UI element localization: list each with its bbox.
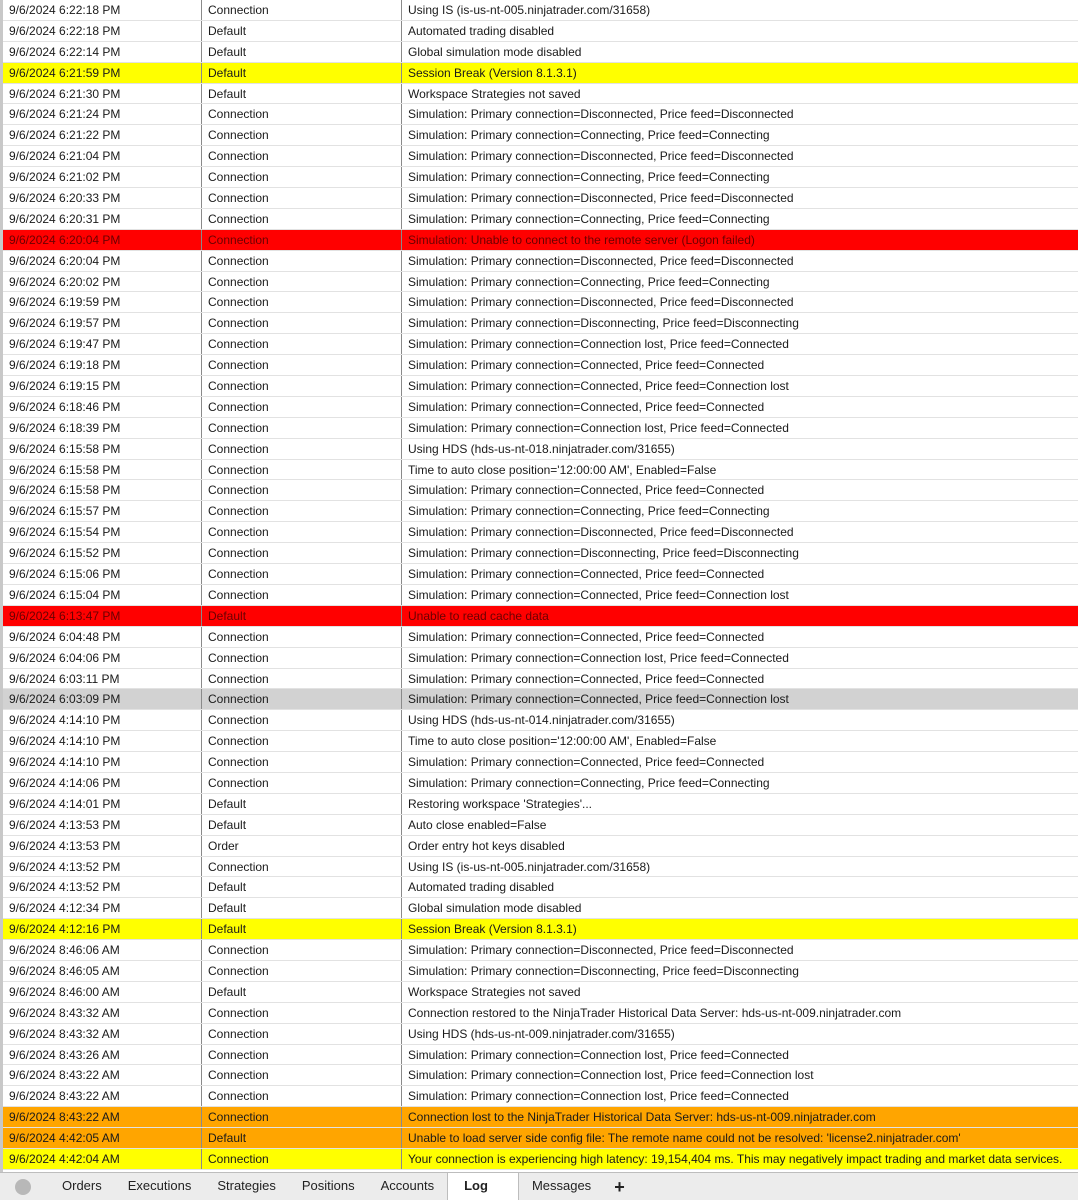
log-time-cell: 9/6/2024 6:19:18 PM xyxy=(3,355,202,375)
log-message-cell: Workspace Strategies not saved xyxy=(408,86,581,101)
log-category-cell: Connection xyxy=(202,313,402,333)
log-time-cell: 9/6/2024 4:14:10 PM xyxy=(3,710,202,730)
log-message-cell: Global simulation mode disabled xyxy=(408,901,582,916)
log-message-cell: Using IS (is-us-nt-005.ninjatrader.com/31658) xyxy=(408,3,651,17)
log-row[interactable] xyxy=(3,63,1078,84)
log-message-cell: Simulation: Unable to connect to the remote server (Logon failed) xyxy=(408,232,755,247)
log-category-cell: Connection xyxy=(202,731,402,751)
log-message-cell: Simulation: Primary connection=Disconnected, Price feed=Disconnected xyxy=(408,191,794,206)
log-message-cell: Using HDS (hds-us-nt-014.ninjatrader.com/31655) xyxy=(408,713,675,728)
log-category-cell: Connection xyxy=(202,773,402,793)
log-row[interactable] xyxy=(3,418,1078,439)
log-category-cell: Connection xyxy=(202,188,402,208)
log-category-cell: Default xyxy=(202,919,402,939)
tab-executions[interactable]: Executions xyxy=(127,1178,192,1193)
log-category-cell: Connection xyxy=(202,167,402,187)
log-time-cell: 9/6/2024 6:15:54 PM xyxy=(3,522,202,542)
log-time-cell: 9/6/2024 6:15:58 PM xyxy=(3,439,202,459)
log-time-cell: 9/6/2024 6:19:15 PM xyxy=(3,376,202,396)
log-time-cell: 9/6/2024 6:15:58 PM xyxy=(3,480,202,500)
log-message-cell: Order entry hot keys disabled xyxy=(408,838,565,853)
log-time-cell: 9/6/2024 6:15:06 PM xyxy=(3,564,202,584)
log-message-cell: Global simulation mode disabled xyxy=(408,44,582,59)
log-category-cell: Connection xyxy=(202,418,402,438)
log-message-cell: Automated trading disabled xyxy=(408,23,555,38)
log-time-cell: 9/6/2024 6:03:09 PM xyxy=(3,689,202,709)
log-message-cell: Session Break (Version 8.1.3.1) xyxy=(408,65,577,80)
log-category-cell: Connection xyxy=(202,209,402,229)
log-message-cell: Simulation: Primary connection=Connecting, Price feed=Connecting xyxy=(408,274,770,289)
log-row[interactable] xyxy=(3,1107,1078,1128)
log-row[interactable] xyxy=(3,272,1078,293)
log-row[interactable] xyxy=(3,42,1078,63)
log-row[interactable] xyxy=(3,460,1078,481)
tab-bar xyxy=(0,1172,1078,1200)
log-category-cell: Connection xyxy=(202,460,402,480)
log-time-cell: 9/6/2024 6:15:57 PM xyxy=(3,501,202,521)
log-message-cell: Simulation: Primary connection=Connection lost, Price feed=Connected xyxy=(408,1089,789,1104)
log-row[interactable] xyxy=(3,1149,1078,1170)
log-time-cell: 9/6/2024 8:43:22 AM xyxy=(3,1065,202,1085)
log-row[interactable] xyxy=(3,669,1078,690)
log-message-cell: Session Break (Version 8.1.3.1) xyxy=(408,922,577,937)
log-category-cell: Connection xyxy=(202,857,402,877)
log-time-cell: 9/6/2024 8:43:22 AM xyxy=(3,1086,202,1106)
tab-log[interactable]: Log xyxy=(447,1173,519,1200)
log-category-cell: Connection xyxy=(202,1045,402,1065)
tab-orders[interactable]: Orders xyxy=(62,1178,102,1193)
log-category-cell: Connection xyxy=(202,961,402,981)
log-message-cell: Using HDS (hds-us-nt-009.ninjatrader.com/31655) xyxy=(408,1026,675,1041)
log-time-cell: 9/6/2024 6:22:18 PM xyxy=(3,21,202,41)
log-message-cell: Simulation: Primary connection=Connection lost, Price feed=Connection lost xyxy=(408,1068,814,1083)
log-time-cell: 9/6/2024 4:14:10 PM xyxy=(3,731,202,751)
log-time-cell: 9/6/2024 6:19:57 PM xyxy=(3,313,202,333)
log-time-cell: 9/6/2024 8:43:26 AM xyxy=(3,1045,202,1065)
log-category-cell: Connection xyxy=(202,334,402,354)
log-message-cell: Simulation: Primary connection=Connection lost, Price feed=Connected xyxy=(408,420,789,435)
log-row[interactable] xyxy=(3,961,1078,982)
log-category-cell: Connection xyxy=(202,648,402,668)
add-tab-button[interactable]: + xyxy=(614,1176,625,1197)
log-row[interactable] xyxy=(3,585,1078,606)
log-message-cell: Using HDS (hds-us-nt-018.ninjatrader.com/31655) xyxy=(408,441,675,456)
log-time-cell: 9/6/2024 6:15:52 PM xyxy=(3,543,202,563)
log-row[interactable] xyxy=(3,731,1078,752)
log-time-cell: 9/6/2024 6:21:04 PM xyxy=(3,146,202,166)
log-row[interactable] xyxy=(3,627,1078,648)
log-time-cell: 9/6/2024 4:12:16 PM xyxy=(3,919,202,939)
log-category-cell: Default xyxy=(202,21,402,41)
log-category-cell: Connection xyxy=(202,439,402,459)
log-time-cell: 9/6/2024 8:43:32 AM xyxy=(3,1003,202,1023)
log-time-cell: 9/6/2024 6:21:02 PM xyxy=(3,167,202,187)
log-time-cell: 9/6/2024 4:12:34 PM xyxy=(3,898,202,918)
log-time-cell: 9/6/2024 6:21:22 PM xyxy=(3,125,202,145)
log-category-cell: Connection xyxy=(202,501,402,521)
log-category-cell: Connection xyxy=(202,397,402,417)
log-message-cell: Simulation: Primary connection=Connecting, Price feed=Connecting xyxy=(408,128,770,143)
log-category-cell: Connection xyxy=(202,1065,402,1085)
log-category-cell: Connection xyxy=(202,146,402,166)
log-time-cell: 9/6/2024 4:14:10 PM xyxy=(3,752,202,772)
log-message-cell: Restoring workspace 'Strategies'... xyxy=(408,796,592,811)
log-category-cell: Default xyxy=(202,63,402,83)
log-message-cell: Simulation: Primary connection=Connecting, Price feed=Connecting xyxy=(408,170,770,185)
log-message-cell: Simulation: Primary connection=Connected, Price feed=Connected xyxy=(408,671,765,686)
log-row[interactable] xyxy=(3,125,1078,146)
log-row[interactable] xyxy=(3,501,1078,522)
log-time-cell: 9/6/2024 8:46:06 AM xyxy=(3,940,202,960)
log-row[interactable] xyxy=(3,334,1078,355)
log-category-cell: Default xyxy=(202,982,402,1002)
log-time-cell: 9/6/2024 6:21:59 PM xyxy=(3,63,202,83)
log-row[interactable] xyxy=(3,877,1078,898)
log-row[interactable] xyxy=(3,1024,1078,1045)
log-category-cell: Order xyxy=(202,836,402,856)
log-category-cell: Default xyxy=(202,898,402,918)
log-message-cell: Simulation: Primary connection=Connected, Price feed=Connected xyxy=(408,755,765,770)
log-category-cell: Connection xyxy=(202,355,402,375)
log-category-cell: Connection xyxy=(202,522,402,542)
log-row[interactable] xyxy=(3,21,1078,42)
log-message-cell: Time to auto close position='12:00:00 AM', Enabled=False xyxy=(408,734,717,749)
log-message-cell: Simulation: Primary connection=Connected, Price feed=Connected xyxy=(408,567,765,582)
log-row[interactable] xyxy=(3,0,1078,21)
log-row[interactable] xyxy=(3,230,1078,251)
log-row[interactable] xyxy=(3,1003,1078,1024)
log-category-cell: Connection xyxy=(202,251,402,271)
log-category-cell: Connection xyxy=(202,543,402,563)
log-message-cell: Simulation: Primary connection=Connected, Price feed=Connection lost xyxy=(408,379,789,394)
log-message-cell: Unable to load server side config file: The remote name could not be resolved: 'license2.ninjatrader.com' xyxy=(408,1131,961,1146)
log-time-cell: 9/6/2024 6:20:02 PM xyxy=(3,272,202,292)
tab-strategies[interactable]: Strategies xyxy=(217,1178,276,1193)
log-row[interactable] xyxy=(3,292,1078,313)
tab-accounts[interactable]: Accounts xyxy=(380,1178,435,1193)
log-row[interactable] xyxy=(3,480,1078,501)
log-category-cell: Connection xyxy=(202,710,402,730)
log-message-cell: Simulation: Primary connection=Connecting, Price feed=Connecting xyxy=(408,504,770,519)
log-time-cell: 9/6/2024 4:13:53 PM xyxy=(3,836,202,856)
log-category-cell: Connection xyxy=(202,1149,402,1169)
log-row[interactable] xyxy=(3,376,1078,397)
log-time-cell: 9/6/2024 6:19:59 PM xyxy=(3,292,202,312)
log-message-cell: Simulation: Primary connection=Connection lost, Price feed=Connected xyxy=(408,1047,789,1062)
log-row[interactable] xyxy=(3,857,1078,878)
log-message-cell: Auto close enabled=False xyxy=(408,817,547,832)
log-time-cell: 9/6/2024 6:04:48 PM xyxy=(3,627,202,647)
log-time-cell: 9/6/2024 4:14:06 PM xyxy=(3,773,202,793)
log-row[interactable] xyxy=(3,794,1078,815)
circle-icon[interactable] xyxy=(15,1179,31,1195)
log-time-cell: 9/6/2024 6:18:39 PM xyxy=(3,418,202,438)
log-row[interactable] xyxy=(3,606,1078,627)
log-row[interactable] xyxy=(3,940,1078,961)
log-time-cell: 9/6/2024 6:22:14 PM xyxy=(3,42,202,62)
log-time-cell: 9/6/2024 4:13:53 PM xyxy=(3,815,202,835)
log-time-cell: 9/6/2024 8:43:32 AM xyxy=(3,1024,202,1044)
log-row[interactable] xyxy=(3,982,1078,1003)
log-category-cell: Default xyxy=(202,877,402,897)
log-row[interactable] xyxy=(3,313,1078,334)
log-row[interactable] xyxy=(3,564,1078,585)
log-message-cell: Simulation: Primary connection=Connected, Price feed=Connection lost xyxy=(408,587,789,602)
log-row[interactable] xyxy=(3,1065,1078,1086)
log-category-cell: Connection xyxy=(202,292,402,312)
log-time-cell: 9/6/2024 6:20:04 PM xyxy=(3,251,202,271)
log-row[interactable] xyxy=(3,251,1078,272)
log-row[interactable] xyxy=(3,167,1078,188)
log-category-cell: Connection xyxy=(202,230,402,250)
log-message-cell: Simulation: Primary connection=Disconnected, Price feed=Disconnected xyxy=(408,943,794,958)
log-row[interactable] xyxy=(3,1045,1078,1066)
log-category-cell: Connection xyxy=(202,585,402,605)
log-message-cell: Automated trading disabled xyxy=(408,880,555,895)
log-message-cell: Simulation: Primary connection=Connecting, Price feed=Connecting xyxy=(408,211,770,226)
tab-messages[interactable]: Messages xyxy=(531,1178,592,1193)
log-time-cell: 9/6/2024 4:13:52 PM xyxy=(3,877,202,897)
log-row[interactable] xyxy=(3,104,1078,125)
log-category-cell: Default xyxy=(202,606,402,626)
log-time-cell: 9/6/2024 6:20:31 PM xyxy=(3,209,202,229)
log-time-cell: 9/6/2024 6:22:18 PM xyxy=(3,0,202,20)
log-category-cell: Connection xyxy=(202,125,402,145)
log-category-cell: Connection xyxy=(202,0,402,20)
log-message-cell: Simulation: Primary connection=Disconnected, Price feed=Disconnected xyxy=(408,525,794,540)
log-category-cell: Connection xyxy=(202,1107,402,1127)
log-row[interactable] xyxy=(3,648,1078,669)
log-time-cell: 9/6/2024 8:43:22 AM xyxy=(3,1107,202,1127)
log-category-cell: Connection xyxy=(202,1024,402,1044)
log-message-cell: Simulation: Primary connection=Connected, Price feed=Connected xyxy=(408,483,765,498)
log-row[interactable] xyxy=(3,355,1078,376)
log-time-cell: 9/6/2024 6:20:04 PM xyxy=(3,230,202,250)
log-message-cell: Simulation: Primary connection=Connecting, Price feed=Connecting xyxy=(408,775,770,790)
log-row[interactable] xyxy=(3,522,1078,543)
log-row[interactable] xyxy=(3,543,1078,564)
log-category-cell: Connection xyxy=(202,564,402,584)
log-row[interactable] xyxy=(3,439,1078,460)
log-row[interactable] xyxy=(3,773,1078,794)
log-message-cell: Connection restored to the NinjaTrader Historical Data Server: hds-us-nt-009.ninjatrader.com xyxy=(408,1005,902,1020)
log-time-cell: 9/6/2024 4:42:05 AM xyxy=(3,1128,202,1148)
log-message-cell: Time to auto close position='12:00:00 AM', Enabled=False xyxy=(408,462,717,477)
log-row[interactable] xyxy=(3,146,1078,167)
log-time-cell: 9/6/2024 4:13:52 PM xyxy=(3,857,202,877)
log-time-cell: 9/6/2024 6:03:11 PM xyxy=(3,669,202,689)
log-message-cell: Simulation: Primary connection=Connected, Price feed=Connected xyxy=(408,358,765,373)
tab-list xyxy=(49,1173,604,1200)
log-row[interactable] xyxy=(3,752,1078,773)
log-message-cell: Your connection is experiencing high latency: 19,154,404 ms. This may negatively impact trading and market data services. xyxy=(408,1151,1063,1166)
log-message-cell: Workspace Strategies not saved xyxy=(408,984,581,999)
log-time-cell: 9/6/2024 6:15:04 PM xyxy=(3,585,202,605)
log-time-cell: 9/6/2024 6:19:47 PM xyxy=(3,334,202,354)
log-category-cell: Default xyxy=(202,1128,402,1148)
log-row[interactable] xyxy=(3,836,1078,857)
log-message-cell: Simulation: Primary connection=Disconnecting, Price feed=Disconnecting xyxy=(408,316,799,331)
log-message-cell: Simulation: Primary connection=Disconnected, Price feed=Disconnected xyxy=(408,149,794,164)
log-time-cell: 9/6/2024 8:46:05 AM xyxy=(3,961,202,981)
log-row[interactable] xyxy=(3,397,1078,418)
log-category-cell: Default xyxy=(202,42,402,62)
log-time-cell: 9/6/2024 4:42:04 AM xyxy=(3,1149,202,1169)
log-category-cell: Default xyxy=(202,794,402,814)
log-row[interactable] xyxy=(3,84,1078,105)
log-time-cell: 9/6/2024 6:21:30 PM xyxy=(3,84,202,104)
log-category-cell: Default xyxy=(202,815,402,835)
log-message-cell: Simulation: Primary connection=Connected, Price feed=Connection lost xyxy=(408,692,789,707)
log-time-cell: 9/6/2024 6:20:33 PM xyxy=(3,188,202,208)
log-category-cell: Connection xyxy=(202,752,402,772)
log-message-cell: Simulation: Primary connection=Disconnecting, Price feed=Disconnecting xyxy=(408,963,799,978)
log-category-cell: Connection xyxy=(202,689,402,709)
log-message-cell: Using IS (is-us-nt-005.ninjatrader.com/31658) xyxy=(408,859,651,874)
log-time-cell: 9/6/2024 4:14:01 PM xyxy=(3,794,202,814)
log-row[interactable] xyxy=(3,815,1078,836)
log-time-cell: 9/6/2024 6:04:06 PM xyxy=(3,648,202,668)
log-time-cell: 9/6/2024 8:46:00 AM xyxy=(3,982,202,1002)
log-category-cell: Connection xyxy=(202,627,402,647)
log-message-cell: Unable to read cache data xyxy=(408,608,549,623)
log-message-cell: Simulation: Primary connection=Disconnected, Price feed=Disconnected xyxy=(408,295,794,310)
log-category-cell: Default xyxy=(202,84,402,104)
log-message-cell: Simulation: Primary connection=Connection lost, Price feed=Connected xyxy=(408,650,789,665)
log-message-cell: Simulation: Primary connection=Disconnected, Price feed=Disconnected xyxy=(408,107,794,122)
log-message-cell: Simulation: Primary connection=Connection lost, Price feed=Connected xyxy=(408,337,789,352)
log-row[interactable] xyxy=(3,1128,1078,1149)
log-message-cell: Simulation: Primary connection=Connected, Price feed=Connected xyxy=(408,399,765,414)
log-time-cell: 9/6/2024 6:13:47 PM xyxy=(3,606,202,626)
log-category-cell: Connection xyxy=(202,1086,402,1106)
log-category-cell: Connection xyxy=(202,480,402,500)
log-row[interactable] xyxy=(3,898,1078,919)
log-row[interactable] xyxy=(3,209,1078,230)
log-category-cell: Connection xyxy=(202,940,402,960)
log-message-cell: Connection lost to the NinjaTrader Historical Data Server: hds-us-nt-009.ninjatrader.com xyxy=(408,1110,876,1125)
log-time-cell: 9/6/2024 6:18:46 PM xyxy=(3,397,202,417)
log-row[interactable] xyxy=(3,710,1078,731)
log-row[interactable] xyxy=(3,188,1078,209)
log-category-cell: Connection xyxy=(202,104,402,124)
log-row[interactable] xyxy=(3,1086,1078,1107)
log-category-cell: Connection xyxy=(202,376,402,396)
log-message-cell: Simulation: Primary connection=Disconnected, Price feed=Disconnected xyxy=(408,253,794,268)
log-row[interactable] xyxy=(3,689,1078,710)
log-time-cell: 9/6/2024 6:15:58 PM xyxy=(3,460,202,480)
log-row[interactable] xyxy=(3,919,1078,940)
log-category-cell: Connection xyxy=(202,669,402,689)
log-message-cell: Simulation: Primary connection=Disconnecting, Price feed=Disconnecting xyxy=(408,546,799,561)
log-category-cell: Connection xyxy=(202,272,402,292)
log-message-cell: Simulation: Primary connection=Connected, Price feed=Connected xyxy=(408,629,765,644)
log-time-cell: 9/6/2024 6:21:24 PM xyxy=(3,104,202,124)
log-category-cell: Connection xyxy=(202,1003,402,1023)
tab-positions[interactable]: Positions xyxy=(301,1178,355,1193)
